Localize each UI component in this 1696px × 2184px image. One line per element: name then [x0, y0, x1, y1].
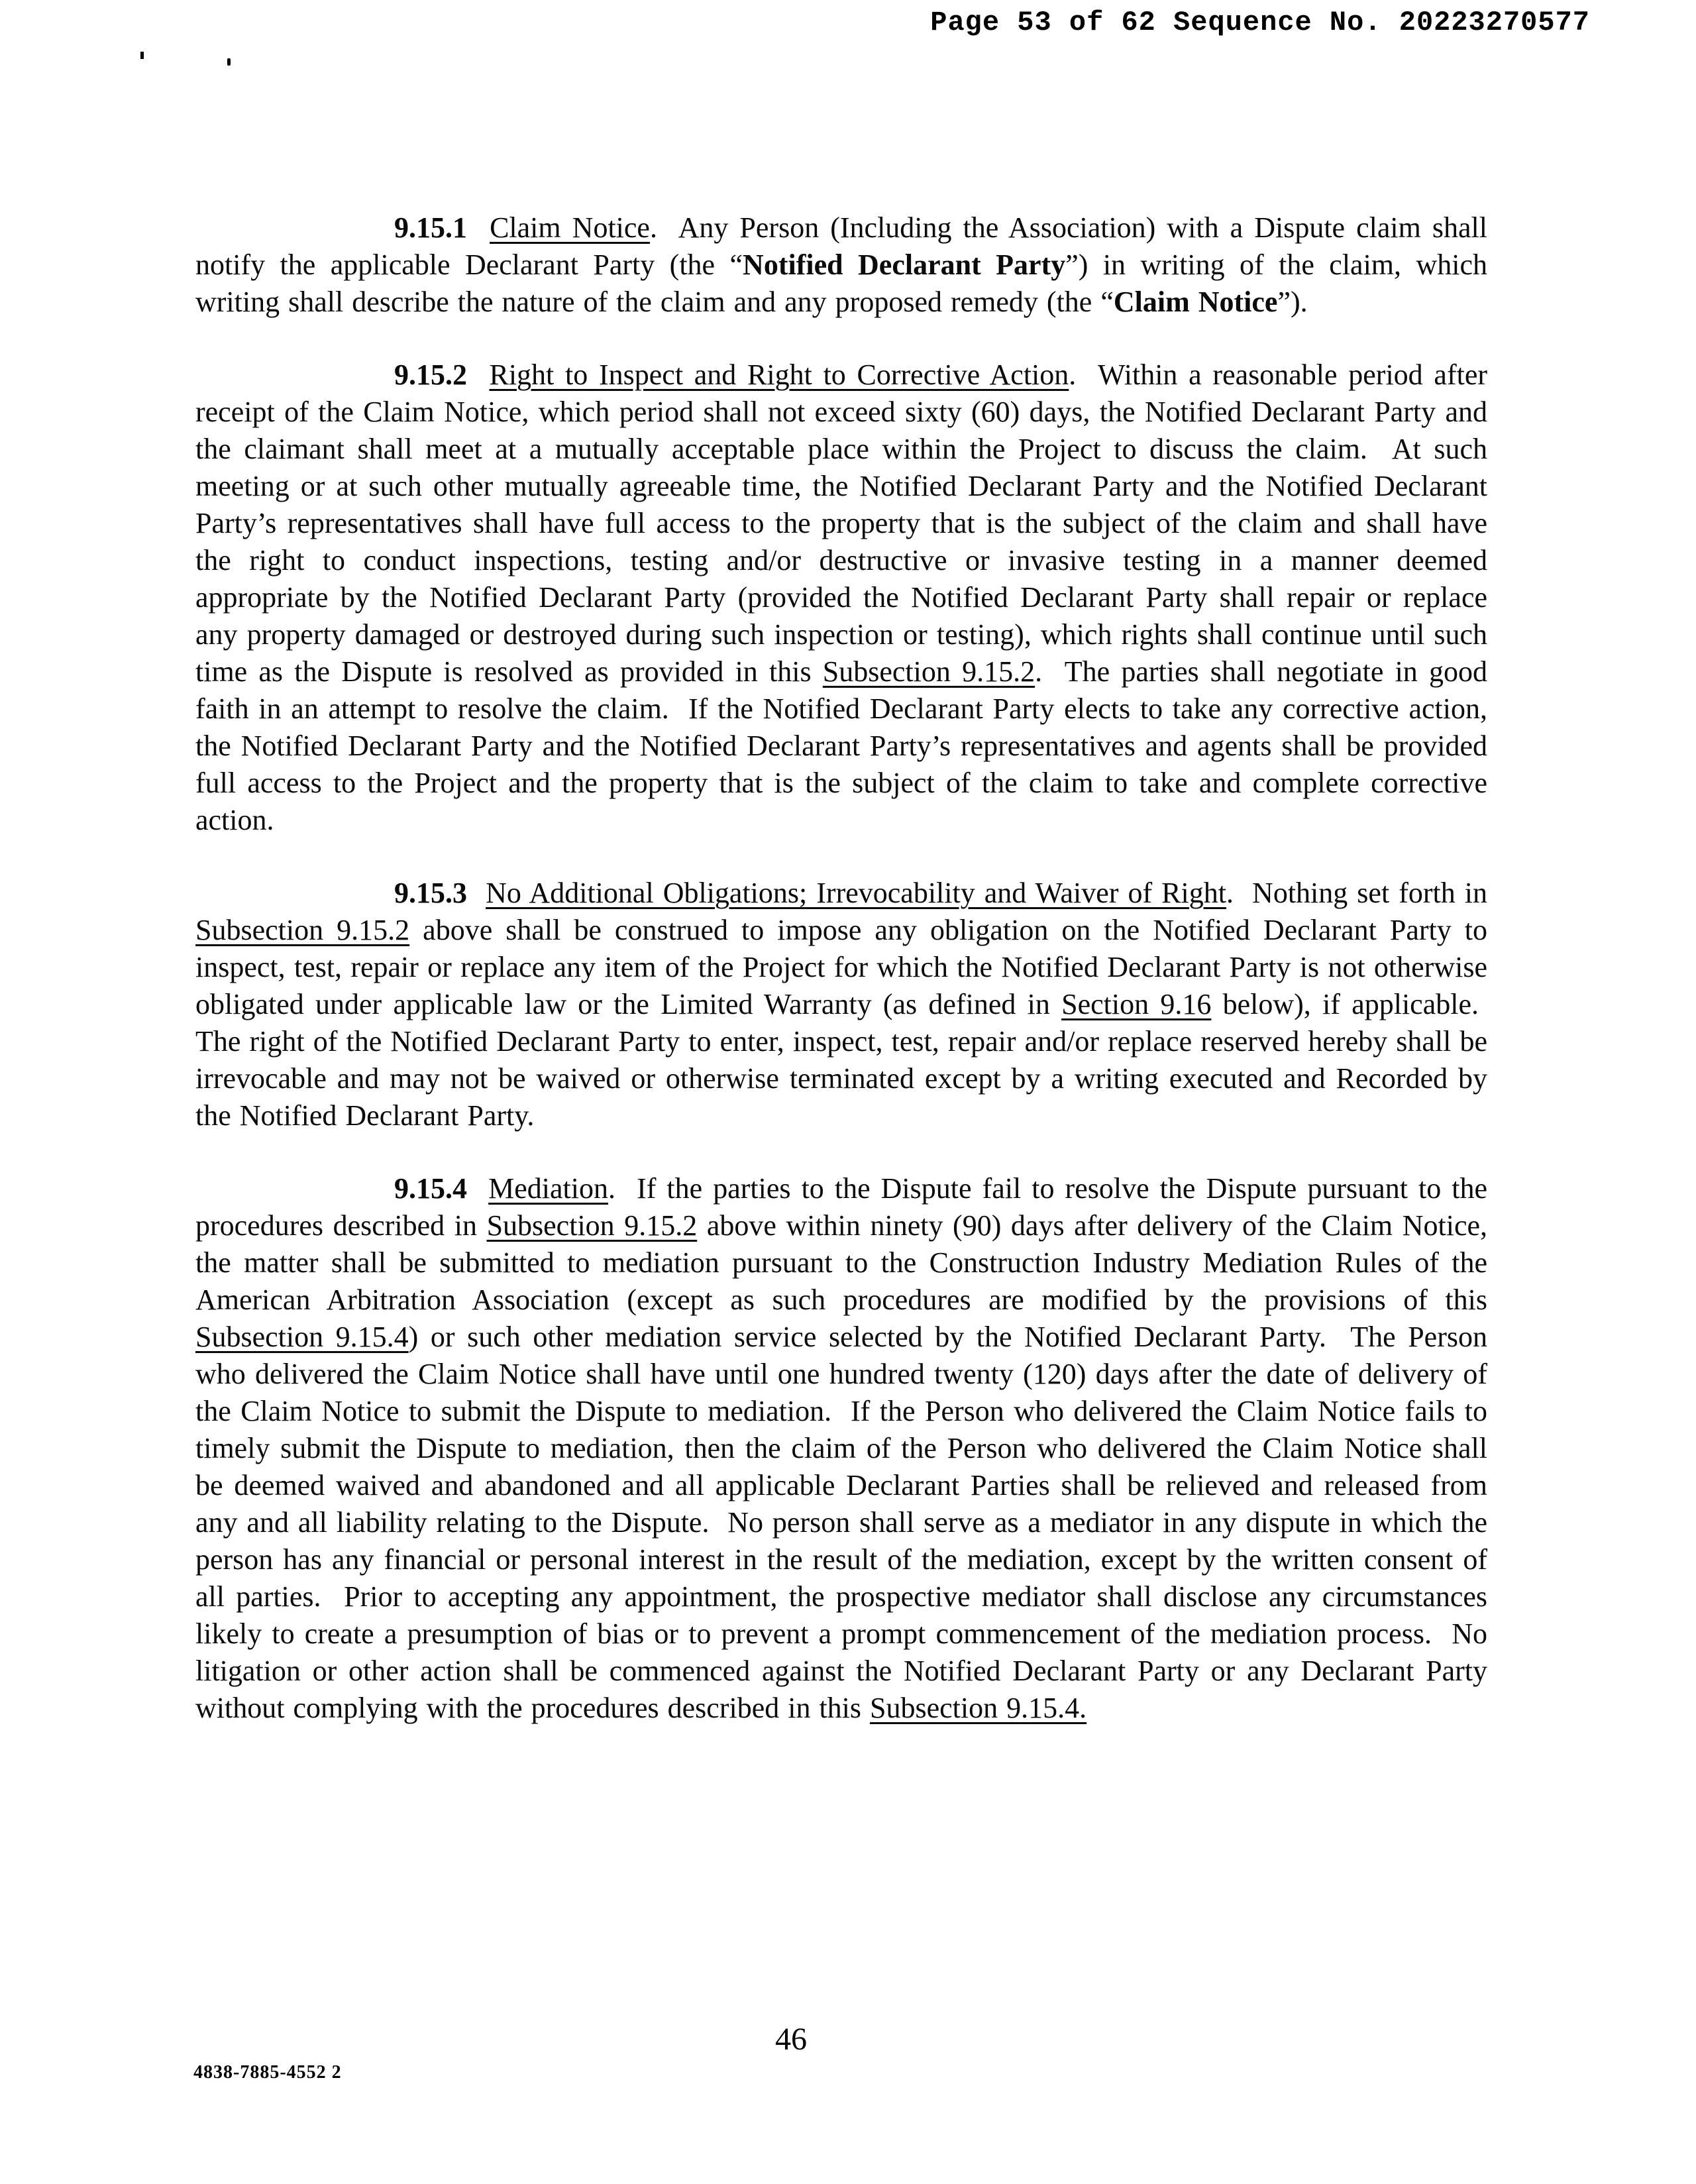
text-segment: . The parties shall negotiate in good faith in an attempt to resolve the claim. If the Notified Declarant Party elects to take any corrective action, the Notified Declarant Party and the Notified Declarant Party’s representatives and agents shall be provided full access to the Project and the property that is the subject of the claim to take and complete corrective action.	[195, 655, 1487, 836]
stray-mark	[140, 52, 144, 59]
text-segment: 9.15.2	[394, 358, 490, 391]
text-segment: . Any Person (Including the Association) with a Dispute claim shall notify the applicable Declarant Party (the “	[195, 211, 1487, 281]
text-segment: . If the parties to the Dispute fail to resolve the Dispute pursuant to the procedures described in	[195, 1172, 1488, 1242]
stray-mark	[227, 58, 231, 66]
text-segment: above within ninety (90) days after delivery of the Claim Notice, the matter shall be submitted to mediation pursuant to the Construction Industry Mediation Rules of the American Arbitration Association (except as such procedures are modified by the provisions of this	[195, 1209, 1488, 1316]
text-segment: 9.15.4	[394, 1172, 489, 1205]
text-segment: ”).	[1277, 286, 1308, 318]
document-id-footer: 4838-7885-4552 2	[193, 2062, 342, 2083]
text-segment: below), if applicable. The right of the Notified Declarant Party to enter, inspect, test, repair and/or replace reserved hereby shall be irrevocable and may not be waived or otherwise terminated except by a writing executed and Recorded by the Notified Declarant Party.	[195, 988, 1487, 1132]
text-segment: Subsection 9.15.2	[822, 655, 1035, 688]
text-segment: 9.15.3	[394, 877, 486, 909]
paragraph-claim-notice	[195, 209, 1487, 321]
text-segment: Subsection 9.15.4	[195, 1321, 409, 1353]
paragraph-mediation	[195, 1170, 1487, 1727]
page-sequence-header: Page 53 of 62 Sequence No. 20223270577	[930, 7, 1590, 38]
text-segment: ) or such other mediation service selected by the Notified Declarant Party. The Person who delivered the Claim Notice shall have until one hundred twenty (120) days after the date of delivery of the Claim Notice to submit the Dispute to mediation. If the Person who delivered the Claim Notice fails to timely submit the Dispute to mediation, then the claim of the Person who delivered the Claim Notice shall be deemed waived and abandoned and all applicable Declarant Parties shall be relieved and released from any and all liability relating to the Dispute. No person shall serve as a mediator in any dispute in which the person has any financial or personal interest in the result of the mediation, except by the written consent of all parties. Prior to accepting any appointment, the prospective mediator shall disclose any circumstances likely to create a presumption of bias or to prevent a prompt commencement of the mediation process. No litigation or other action shall be commenced against the Notified Declarant Party or any Declarant Party without complying with the procedures described in this	[195, 1321, 1487, 1724]
text-segment: No Additional Obligations; Irrevocability and Waiver of Right	[486, 877, 1226, 909]
text-segment: Section 9.16	[1061, 988, 1212, 1020]
text-segment: Subsection 9.15.2	[486, 1209, 698, 1242]
text-segment: Mediation	[488, 1172, 608, 1205]
text-segment: Subsection 9.15.2	[195, 914, 410, 946]
text-segment: 9.15.1	[394, 211, 490, 244]
paragraph-no-additional-obligations	[195, 875, 1487, 1134]
text-segment: Claim Notice	[490, 211, 650, 244]
text-segment: Right to Inspect and Right to Corrective Action	[489, 358, 1069, 391]
page-number: 46	[775, 2022, 807, 2057]
text-segment: Notified Declarant Party	[743, 248, 1066, 281]
text-segment: ”) in writing of the claim, which writing shall describe the nature of the claim and any proposed remedy (the “	[195, 248, 1487, 318]
text-segment: . Within a reasonable period after receipt of the Claim Notice, which period shall not exceed sixty (60) days, the Notified Declarant Party and the claimant shall meet at a mutually acceptable place within the Project to discuss the claim. At such meeting or at such other mutually agreeable time, the Notified Declarant Party and the Notified Declarant Party’s representatives shall have full access to the property that is the subject of the claim and shall have the right to conduct inspections, testing and/or destructive or invasive testing in a manner deemed appropriate by the Notified Declarant Party (provided the Notified Declarant Party shall repair or replace any property damaged or destroyed during such inspection or testing), which rights shall continue until such time as the Dispute is resolved as provided in this	[195, 358, 1488, 688]
text-segment: . Nothing set forth in	[1226, 877, 1488, 909]
text-segment: above shall be construed to impose any obligation on the Notified Declarant Party to inspect, test, repair or replace any item of the Project for which the Notified Declarant Party is not otherwise obligated under applicable law or the Limited Warranty (as defined in	[195, 914, 1488, 1020]
document-body	[195, 209, 1487, 1727]
text-segment: Claim Notice	[1113, 286, 1278, 318]
text-segment: Subsection 9.15.4.	[870, 1692, 1087, 1724]
paragraph-right-to-inspect	[195, 356, 1487, 839]
